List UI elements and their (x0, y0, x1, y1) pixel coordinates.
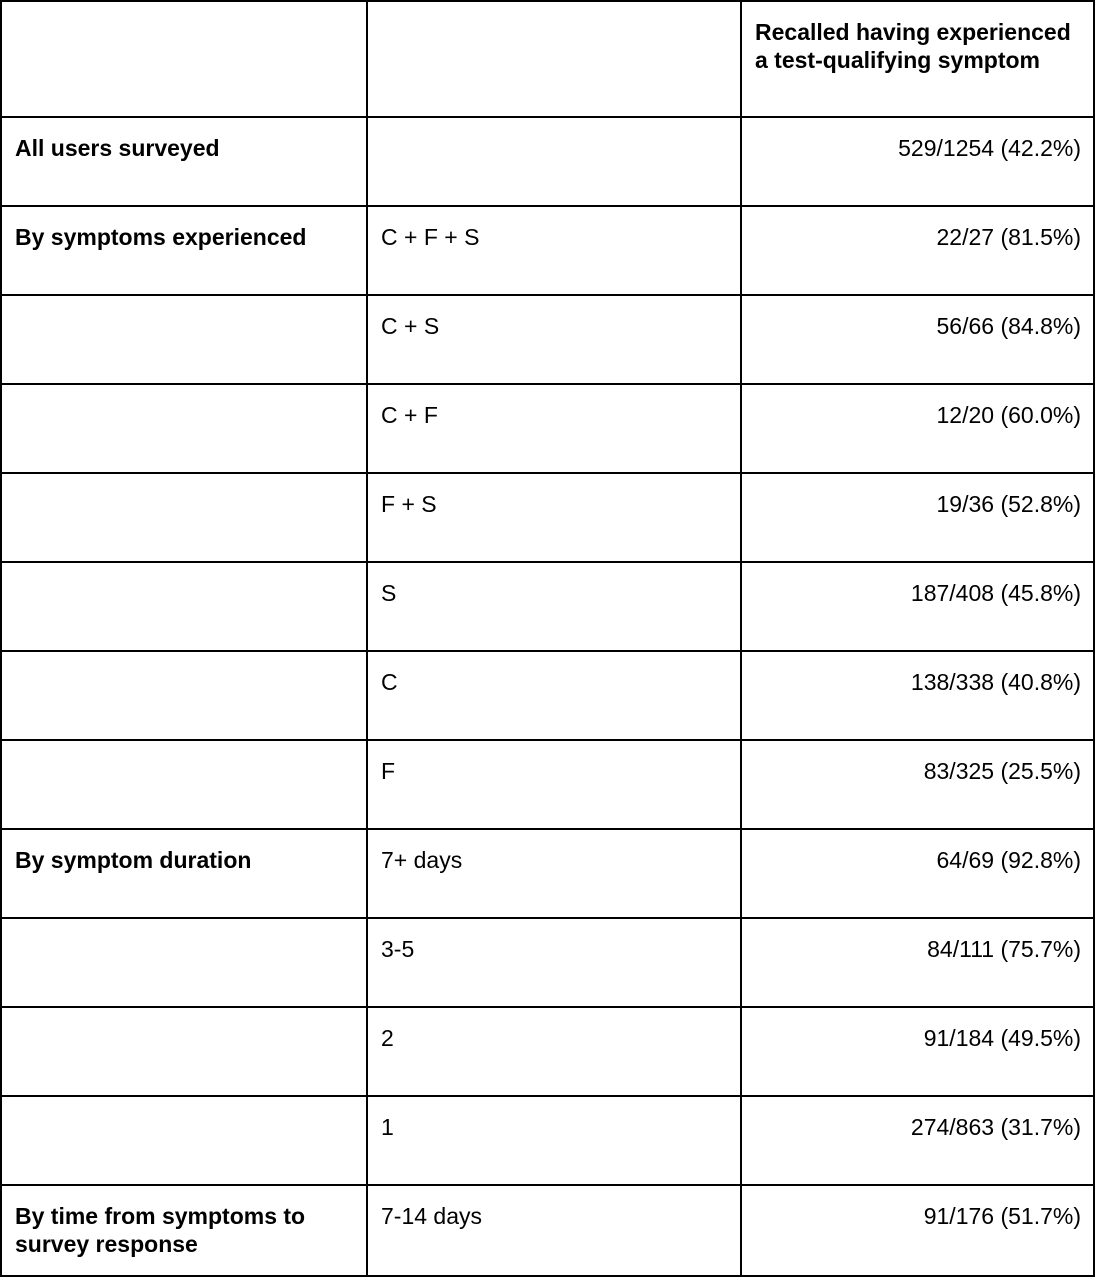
row-subgroup-label: 3-5 (367, 918, 741, 1007)
table-row (1, 206, 1094, 295)
table-row (1, 1096, 1094, 1185)
row-subgroup-label: F + S (367, 473, 741, 562)
row-subgroup-label (367, 117, 741, 206)
row-group-label (1, 1096, 367, 1185)
row-value: 91/176 (51.7%) (741, 1185, 1094, 1276)
row-value: 187/408 (45.8%) (741, 562, 1094, 651)
row-subgroup-label: C + F (367, 384, 741, 473)
row-subgroup-label: 1 (367, 1096, 741, 1185)
row-subgroup-label: 7-14 days (367, 1185, 741, 1276)
row-subgroup-label: F (367, 740, 741, 829)
row-value: 22/27 (81.5%) (741, 206, 1094, 295)
table-header-row (1, 1, 1094, 117)
row-subgroup-label: S (367, 562, 741, 651)
table-row (1, 384, 1094, 473)
row-group-label (1, 918, 367, 1007)
header-cell-recalled: Recalled having experienced a test-qualifying symptom (741, 1, 1094, 117)
table-row (1, 740, 1094, 829)
row-value: 274/863 (31.7%) (741, 1096, 1094, 1185)
row-group-label (1, 651, 367, 740)
row-group-label: By symptom duration (1, 829, 367, 918)
table-row (1, 1185, 1094, 1276)
row-group-label (1, 740, 367, 829)
row-value: 83/325 (25.5%) (741, 740, 1094, 829)
row-value: 56/66 (84.8%) (741, 295, 1094, 384)
row-subgroup-label: C + S (367, 295, 741, 384)
row-subgroup-label: C (367, 651, 741, 740)
row-group-label: By time from symptoms to survey response (1, 1185, 367, 1276)
table-row (1, 918, 1094, 1007)
row-value: 19/36 (52.8%) (741, 473, 1094, 562)
row-value: 138/338 (40.8%) (741, 651, 1094, 740)
table-row (1, 1007, 1094, 1096)
row-subgroup-label: 2 (367, 1007, 741, 1096)
table-row (1, 651, 1094, 740)
row-group-label (1, 562, 367, 651)
table-row (1, 562, 1094, 651)
row-value: 64/69 (92.8%) (741, 829, 1094, 918)
table-row (1, 473, 1094, 562)
row-group-label (1, 1007, 367, 1096)
row-group-label (1, 295, 367, 384)
table-row (1, 117, 1094, 206)
row-group-label (1, 473, 367, 562)
row-group-label: By symptoms experienced (1, 206, 367, 295)
row-group-label (1, 384, 367, 473)
row-subgroup-label: 7+ days (367, 829, 741, 918)
row-value: 91/184 (49.5%) (741, 1007, 1094, 1096)
row-value: 12/20 (60.0%) (741, 384, 1094, 473)
header-cell-category (1, 1, 367, 117)
row-subgroup-label: C + F + S (367, 206, 741, 295)
row-value: 84/111 (75.7%) (741, 918, 1094, 1007)
table-row (1, 829, 1094, 918)
table-row (1, 295, 1094, 384)
header-cell-subcategory (367, 1, 741, 117)
row-value: 529/1254 (42.2%) (741, 117, 1094, 206)
row-group-label: All users surveyed (1, 117, 367, 206)
